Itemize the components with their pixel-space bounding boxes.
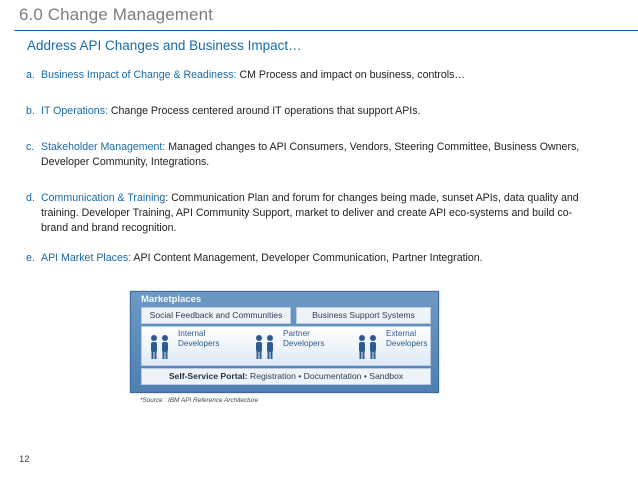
developer-label-line2: Developers — [386, 339, 428, 348]
item-letter: b. — [26, 105, 35, 117]
item-text: CM Process and impact on business, controls… — [236, 69, 465, 81]
item-continuation: training. Developer Training, API Community Support, market to deliver and create API eco-systems and build co-brand and brand recognition. — [41, 207, 573, 234]
people-icon — [253, 334, 279, 360]
item-heading: IT Operations: — [41, 105, 108, 117]
item-letter: c. — [26, 141, 35, 153]
portal-text: Registration • Documentation • Sandbox — [247, 371, 404, 381]
developer-label-line1: Partner — [283, 329, 310, 338]
slide-title: 6.0 Change Management — [19, 5, 213, 24]
developer-label — [386, 329, 434, 349]
business-support-box: Business Support Systems — [296, 307, 431, 324]
developers-panel — [141, 326, 431, 366]
developer-label-line2: Developers — [283, 339, 325, 348]
portal-label: Self-Service Portal: — [168, 371, 248, 381]
developer-label — [178, 329, 226, 349]
developer-label-line1: Internal — [178, 329, 206, 338]
slide-subtitle: Address API Changes and Business Impact… — [27, 38, 302, 53]
developer-label-line1: External — [386, 329, 417, 338]
item-text: Managed changes to API Consumers, Vendors, Steering Committee, Business Owners, — [165, 141, 580, 153]
marketplaces-diagram — [130, 291, 439, 393]
social-feedback-box: Social Feedback and Communities — [141, 307, 291, 324]
page-number: 12 — [19, 454, 30, 465]
developer-label — [283, 329, 331, 349]
item-text: API Content Management, Developer Communication, Partner Integration. — [131, 252, 483, 264]
people-icon — [148, 334, 174, 360]
item-heading: Communication & Training — [41, 192, 166, 204]
item-heading: Business Impact of Change & Readiness: — [41, 69, 237, 81]
item-letter: a. — [26, 69, 35, 81]
self-service-portal-box — [141, 368, 431, 385]
item-letter: e. — [26, 252, 35, 264]
item-continuation: Developer Community, Integrations. — [41, 156, 210, 168]
item-text: : Communication Plan and forum for changes being made, sunset APIs, data quality and — [165, 192, 579, 204]
title-rule — [14, 30, 638, 31]
list-item-d — [26, 191, 586, 236]
item-heading: API Market Places: — [41, 252, 132, 264]
people-icon — [356, 334, 382, 360]
diagram-title: Marketplaces — [141, 294, 202, 305]
item-heading: Stakeholder Management: — [41, 141, 166, 153]
developer-label-line2: Developers — [178, 339, 220, 348]
list-item-c — [26, 140, 586, 170]
source-note: *Source : IBM API Reference Architecture — [140, 397, 259, 404]
list-item-b — [26, 104, 586, 119]
list-item-e — [26, 251, 586, 266]
item-letter: d. — [26, 192, 35, 204]
item-text: Change Process centered around IT operations that support APIs. — [107, 105, 421, 117]
list-item-a — [26, 68, 586, 83]
